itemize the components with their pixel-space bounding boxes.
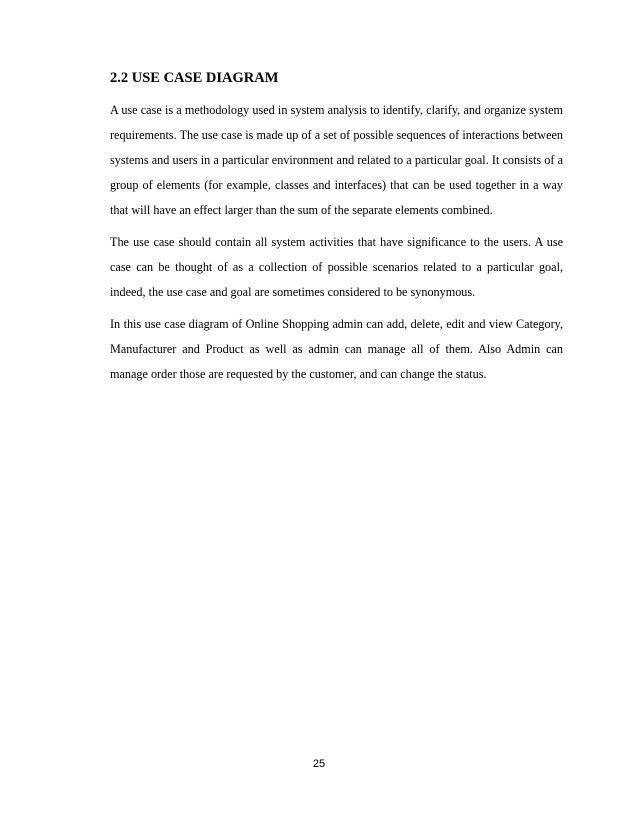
- paragraph-use-case-definition: A use case is a methodology used in system analysis to identify, clarify, and organize system requirements. The use case is made up of a set of possible sequences of interactions between systems and users in a particular environment and related to a particular goal. It consists of a group of elements (for example, classes and interfaces) that can be used together in a way that will have an effect larger than the sum of the separate elements combined.: [110, 103, 563, 217]
- page-content: [110, 68, 563, 394]
- section-heading: 2.2 USE CASE DIAGRAM: [110, 70, 279, 86]
- page-number: 25: [312, 758, 326, 770]
- paragraph-use-case-scenarios: The use case should contain all system activities that have significance to the users. A use case can be thought of as a collection of possible scenarios related to a particular goal, indeed, the use case and goal are sometimes considered to be synonymous.: [110, 235, 563, 299]
- paragraph-diagram-description: In this use case diagram of Online Shopping admin can add, delete, edit and view Category, Manufacturer and Product as well as admin can manage all of them. Also Admin can manage order those are requested by the customer, and can change the status.: [110, 317, 563, 381]
